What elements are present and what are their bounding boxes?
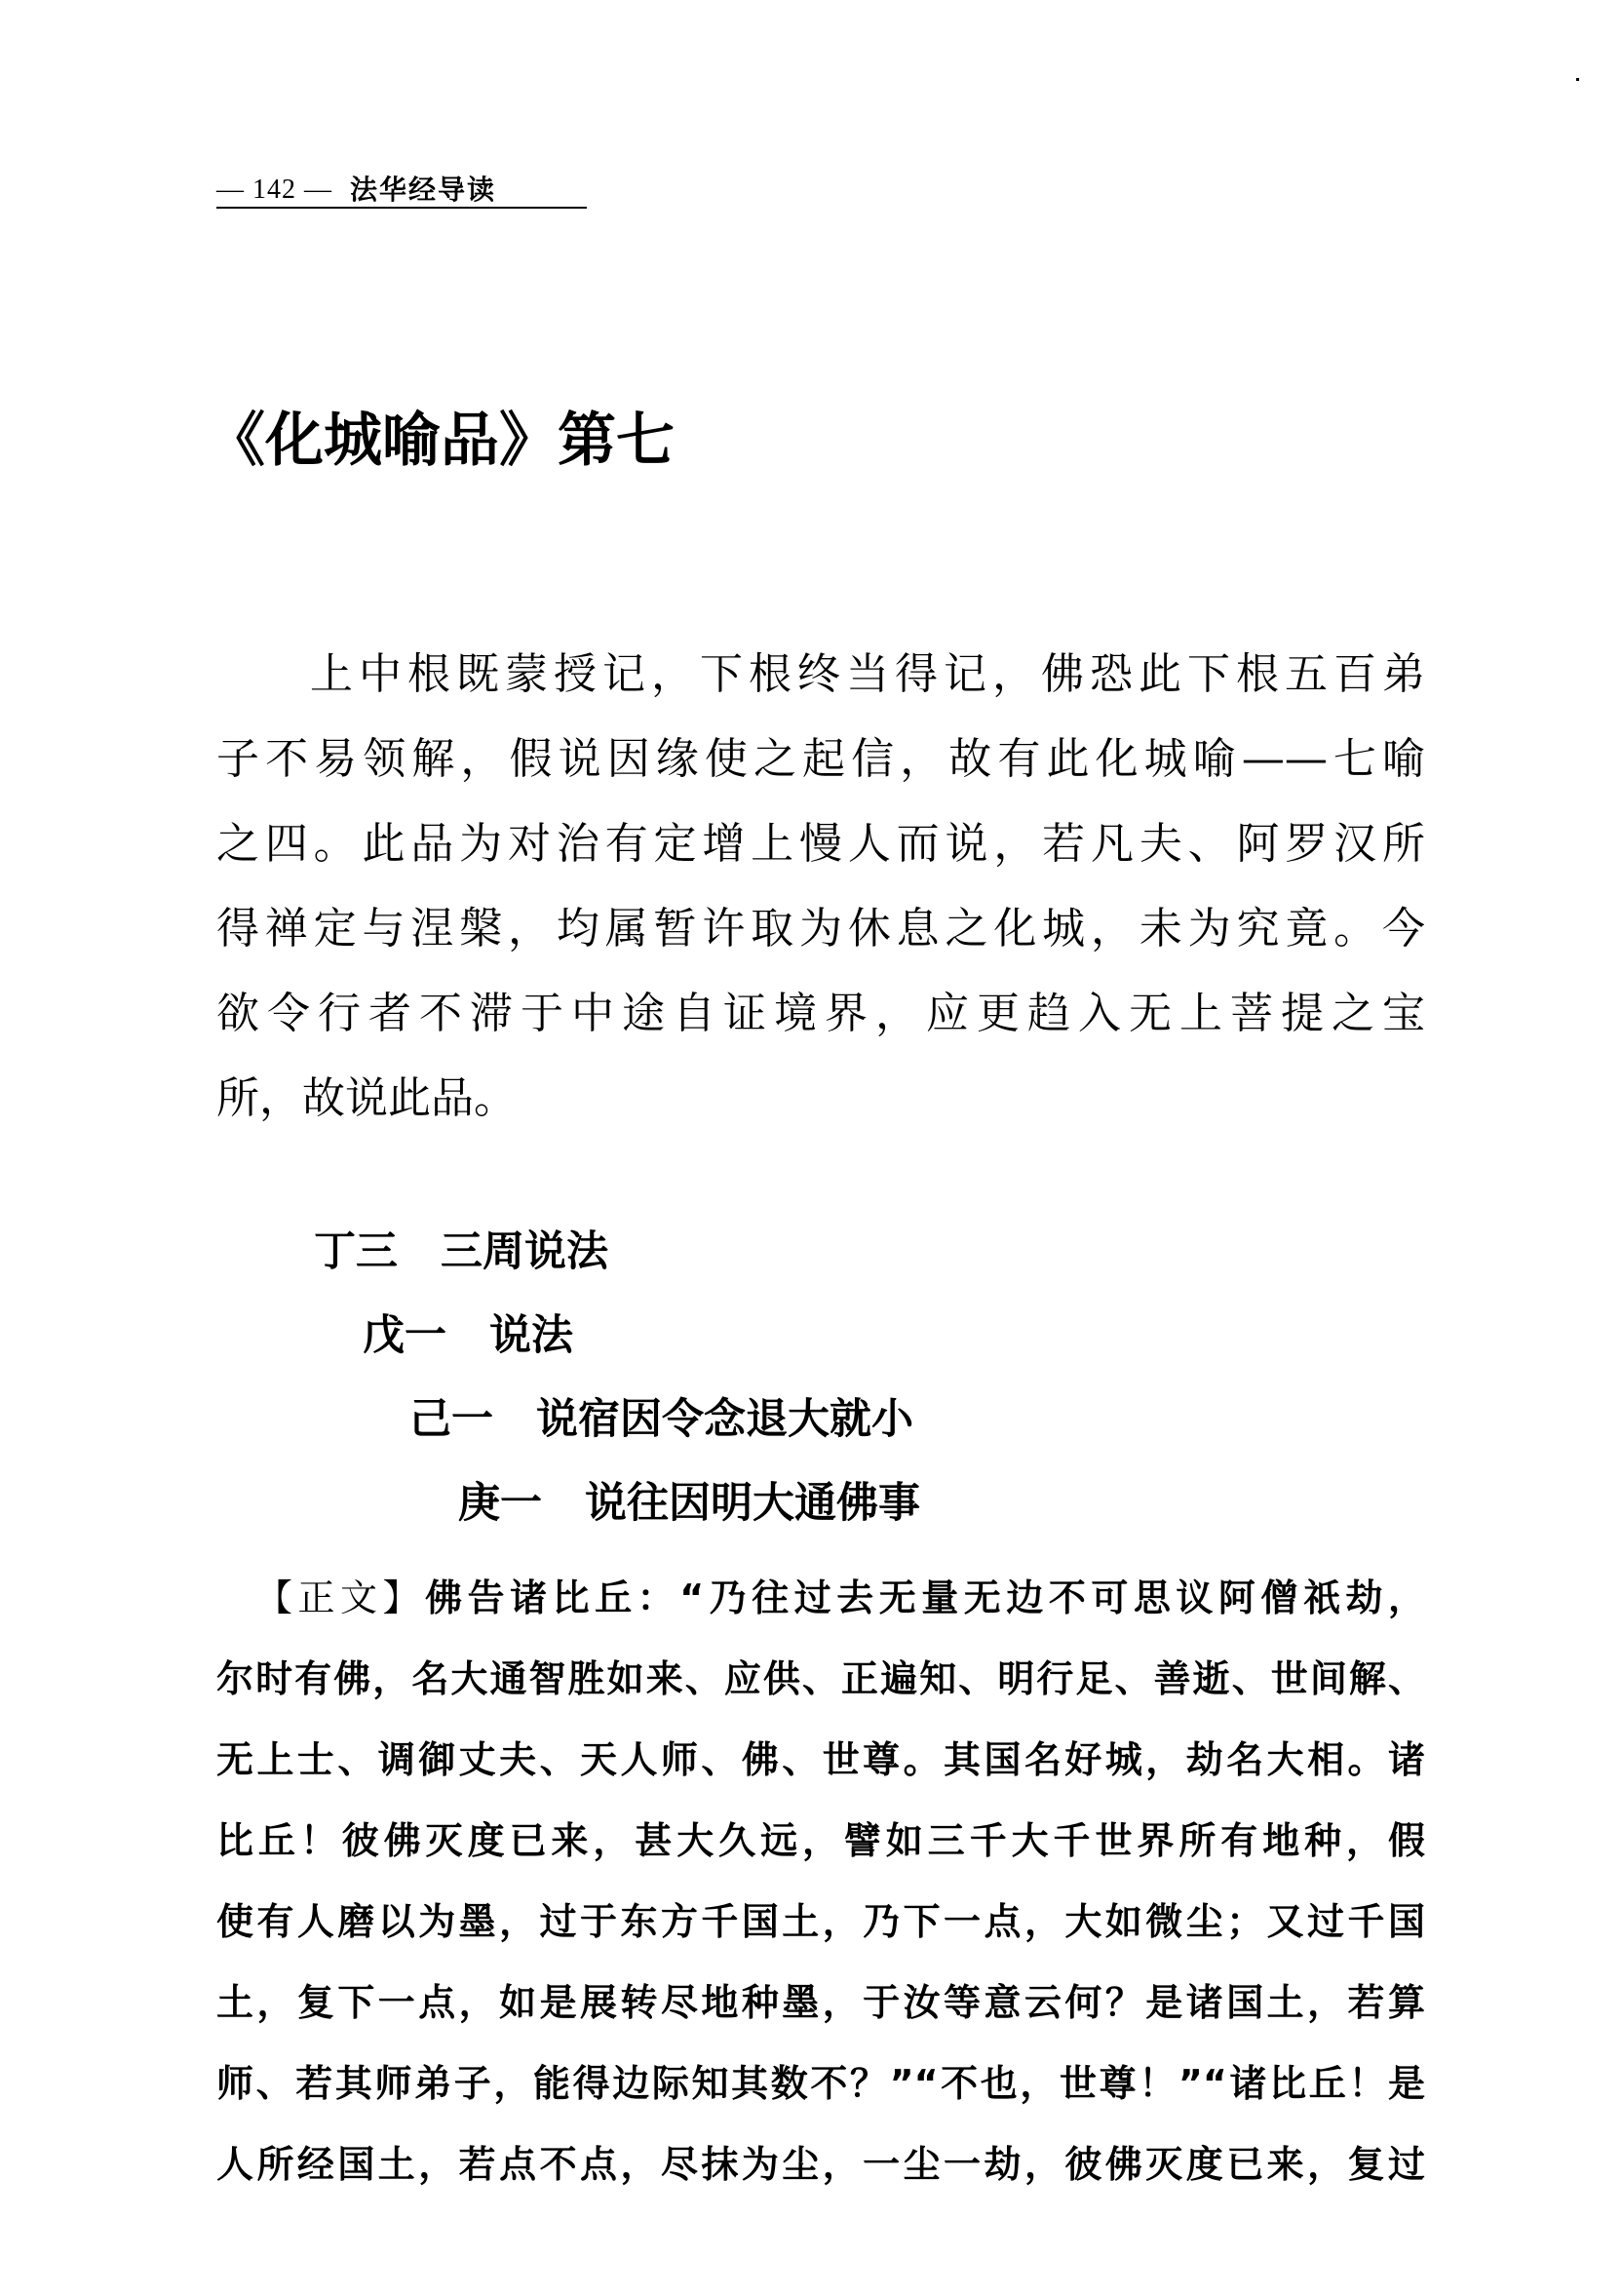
section-heading-level-4 bbox=[458, 1474, 920, 1533]
chapter-title: 《化城喻品》第七 bbox=[207, 407, 675, 475]
heading-text: 说宿因令念退大就小 bbox=[536, 1395, 913, 1444]
intro-line: 之四。此品为对治有定增上慢人而说，若凡夫、阿罗汉所 bbox=[216, 819, 1425, 869]
body-line: 尔时有佛，名大通智胜如来、应供、正遍知、明行足、善逝、世间解、 bbox=[216, 1657, 1425, 1700]
heading-number: 丁三 bbox=[314, 1227, 398, 1276]
running-head bbox=[216, 172, 587, 209]
scan-speck bbox=[1576, 78, 1579, 81]
intro-line: 上中根既蒙授记，下根终当得记，佛恐此下根五百弟 bbox=[310, 649, 1425, 699]
heading-text: 说往因明大通佛事 bbox=[585, 1479, 920, 1528]
body-line-text: 佛告诸比丘：“乃往过去无量无边不可思议阿僧祇劫， bbox=[425, 1576, 1425, 1619]
body-line: 无上士、调御丈夫、天人师、佛、世尊。其国名好城，劫名大相。诸 bbox=[216, 1738, 1425, 1781]
heading-number: 戊一 bbox=[363, 1311, 446, 1360]
section-heading-level-1 bbox=[314, 1223, 608, 1281]
body-line: 师、若其师弟子，能得边际知其数不？”“不也，世尊！”“诸比丘！是 bbox=[216, 2062, 1425, 2105]
body-line: 人所经国土，若点不点，尽抹为尘，一尘一劫，彼佛灭度已来，复过 bbox=[216, 2143, 1425, 2186]
body-line: 使有人磨以为墨，过于东方千国土，乃下一点，大如微尘；又过千国 bbox=[216, 1900, 1425, 1943]
section-heading-level-3 bbox=[409, 1390, 913, 1449]
book-title: 法华经导读 bbox=[350, 174, 497, 206]
intro-line: 欲令行者不滞于中途自证境界，应更趋入无上菩提之宝 bbox=[216, 989, 1425, 1038]
intro-line: 所，故说此品。 bbox=[216, 1073, 517, 1123]
intro-line: 子不易领解，假说因缘使之起信，故有此化城喻——七喻 bbox=[216, 734, 1425, 784]
body-line: 比丘！彼佛灭度已来，甚大久远，譬如三千大千世界所有地种，假 bbox=[216, 1819, 1425, 1862]
heading-number: 庚一 bbox=[458, 1479, 542, 1528]
section-heading-level-2 bbox=[363, 1306, 573, 1365]
page-number: — 142 — bbox=[216, 175, 332, 205]
body-line: 土，复下一点，如是展转尽地种墨，于汝等意云何？是诸国土，若算 bbox=[216, 1981, 1425, 2024]
heading-text: 三周说法 bbox=[441, 1227, 608, 1276]
intro-line: 得禅定与涅槃，均属暂许取为休息之化城，未为究竟。今 bbox=[216, 904, 1425, 953]
scripture-text bbox=[216, 1558, 1425, 2205]
heading-text: 说法 bbox=[489, 1311, 573, 1360]
intro-paragraph bbox=[216, 632, 1425, 1141]
heading-number: 己一 bbox=[409, 1395, 493, 1444]
body-line bbox=[216, 1558, 1425, 1639]
zhengwen-label: 【正文】 bbox=[255, 1576, 426, 1619]
